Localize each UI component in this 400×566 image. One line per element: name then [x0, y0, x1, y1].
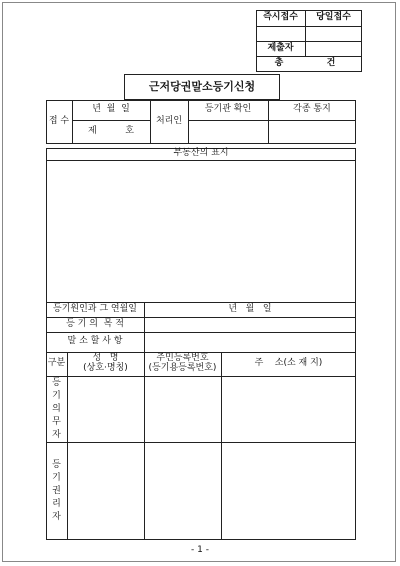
obligor-id-field[interactable]	[145, 377, 221, 442]
rightholder-label	[46, 442, 67, 540]
submitter-label: 제출자	[267, 42, 294, 53]
name-header-label: 성 명	[92, 353, 119, 364]
obligor-label-char: 자	[52, 429, 61, 440]
reception-date: 년 월 일	[92, 104, 130, 115]
cause-label: 등기원인과 그 연월일	[53, 303, 137, 314]
obligor-address-field[interactable]	[222, 377, 355, 442]
obligor-label-char: 무	[52, 416, 61, 427]
same-day-receipt-label: 당일접수	[316, 12, 351, 23]
name-header	[67, 352, 144, 376]
reception-number: 제 호	[88, 126, 134, 137]
rightholder-label-char: 리	[52, 498, 61, 509]
immediate-receipt-label: 즉시접수	[263, 12, 298, 23]
reception-label: 접 수	[48, 116, 70, 127]
purpose-value[interactable]	[145, 318, 355, 332]
name-header-sub: (상호·명칭)	[83, 363, 128, 373]
purpose-label: 등 기 의 목 적	[66, 318, 124, 329]
rightholder-label-char: 등	[52, 459, 61, 470]
rightholder-label-char: 기	[52, 472, 61, 483]
property-description-area[interactable]	[47, 161, 355, 302]
count-unit-label: 건	[326, 58, 336, 69]
cause-date[interactable]: 년 월 일	[228, 303, 272, 314]
total-label: 총	[274, 58, 284, 69]
property-label: 부동산의 표시	[173, 148, 229, 159]
obligor-label-char: 등	[52, 377, 61, 388]
id-header	[144, 352, 221, 376]
rightholder-address-field[interactable]	[222, 443, 355, 539]
cancellation-label: 말 소 할 사 항	[67, 336, 123, 347]
rightholder-name-field[interactable]	[68, 443, 144, 539]
notices-label: 각종 통지	[293, 104, 331, 115]
rightholder-label-char: 자	[52, 511, 61, 522]
rightholder-id-field[interactable]	[145, 443, 221, 539]
obligor-label-char: 기	[52, 390, 61, 401]
rightholder-label-char: 권	[52, 485, 61, 496]
immediate-receipt-value	[256, 26, 305, 41]
obligor-name-field[interactable]	[68, 377, 144, 442]
obligor-label-char: 의	[52, 403, 61, 414]
page-number: - 1 -	[191, 545, 209, 556]
section-header: 구분	[47, 358, 66, 369]
cancellation-value[interactable]	[145, 333, 355, 352]
obligor-label	[46, 376, 67, 442]
id-header-sub: (등기용등록번호)	[148, 363, 217, 373]
id-header-label: 주민등록번호	[156, 353, 209, 364]
registry-check-label: 등기관 확인	[204, 104, 252, 115]
address-header: 주 소(소 재 지)	[254, 358, 323, 369]
processor-label: 처리인	[155, 116, 183, 127]
form-title: 근저당권말소등기신청	[124, 74, 280, 100]
